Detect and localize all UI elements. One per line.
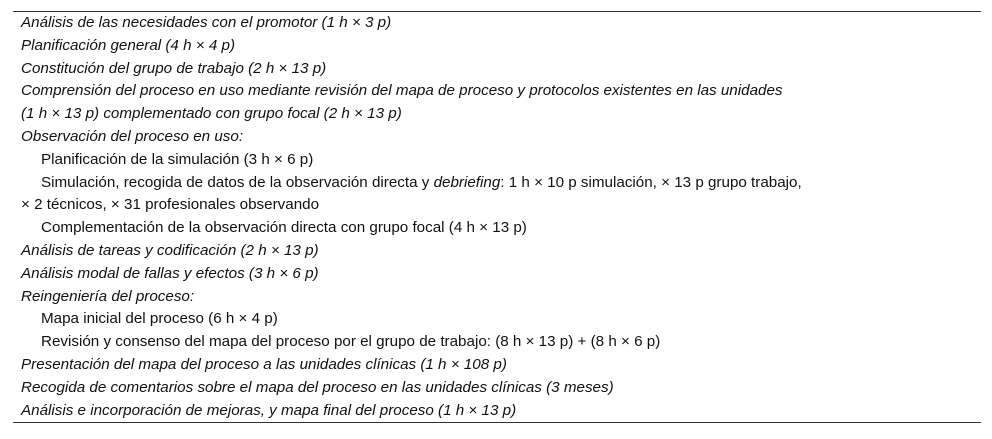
row-text-continued: (1 h × 13 p) complementado con grupo focal (2 h × 13 p)	[21, 105, 402, 123]
row-text: Análisis de las necesidades con el promotor (1 h × 3 p)	[21, 14, 392, 31]
table-row-subitem	[13, 149, 981, 172]
row-text-emphasis: debriefing	[433, 173, 501, 191]
row-text-part: Simulación, recogida de datos de la observación directa y	[41, 173, 434, 191]
table-row	[13, 35, 981, 58]
row-text: Análisis de tareas y codificación (2 h × 13 p)	[21, 241, 319, 259]
table-row	[13, 80, 981, 126]
row-text: Análisis modal de fallas y efectos (3 h × 6 p)	[21, 264, 319, 282]
row-text: Presentación del mapa del proceso a las unidades clínicas (1 h × 108 p)	[21, 355, 507, 373]
row-text: Recogida de comentarios sobre el mapa del proceso en las unidades clínicas (3 meses)	[21, 378, 614, 396]
section-heading: Observación del proceso en uso:	[21, 127, 244, 145]
row-text: Comprensión del proceso en uso mediante revisión del mapa de proceso y protocolos existentes en las unidades	[21, 82, 783, 100]
row-text: Mapa inicial del proceso (6 h × 4 p)	[41, 310, 278, 328]
table-row	[13, 263, 981, 286]
row-text: Planificación general (4 h × 4 p)	[21, 36, 236, 54]
table-row-section-heading	[13, 286, 981, 309]
row-text: Planificación de la simulación (3 h × 6 p)	[41, 150, 314, 168]
row-text-part: : 1 h × 10 p simulación, × 13 p grupo trabajo,	[500, 173, 802, 191]
row-text: Análisis e incorporación de mejoras, y mapa final del proceso (1 h × 13 p)	[21, 401, 517, 419]
table-row-subitem	[13, 217, 981, 240]
table-row	[13, 354, 981, 377]
table-row	[13, 58, 981, 81]
row-text-continued: × 2 técnicos, × 31 profesionales observando	[21, 196, 320, 214]
row-text: Constitución del grupo de trabajo (2 h × 13 p)	[21, 59, 327, 77]
table-row	[13, 377, 981, 400]
table-row	[13, 400, 981, 423]
table-row	[13, 240, 981, 263]
section-heading: Reingeniería del proceso:	[21, 287, 195, 305]
process-phases-table	[13, 11, 981, 423]
row-text: Revisión y consenso del mapa del proceso por el grupo de trabajo: (8 h × 13 p) + (8 h × 6 p)	[41, 333, 661, 351]
table-row-subitem	[13, 331, 981, 354]
table-row-subitem	[13, 308, 981, 331]
table-row	[13, 12, 981, 35]
row-text	[41, 172, 977, 195]
table-row-subitem	[13, 172, 981, 218]
row-text: Complementación de la observación directa con grupo focal (4 h × 13 p)	[41, 219, 527, 237]
table-row-section-heading	[13, 126, 981, 149]
